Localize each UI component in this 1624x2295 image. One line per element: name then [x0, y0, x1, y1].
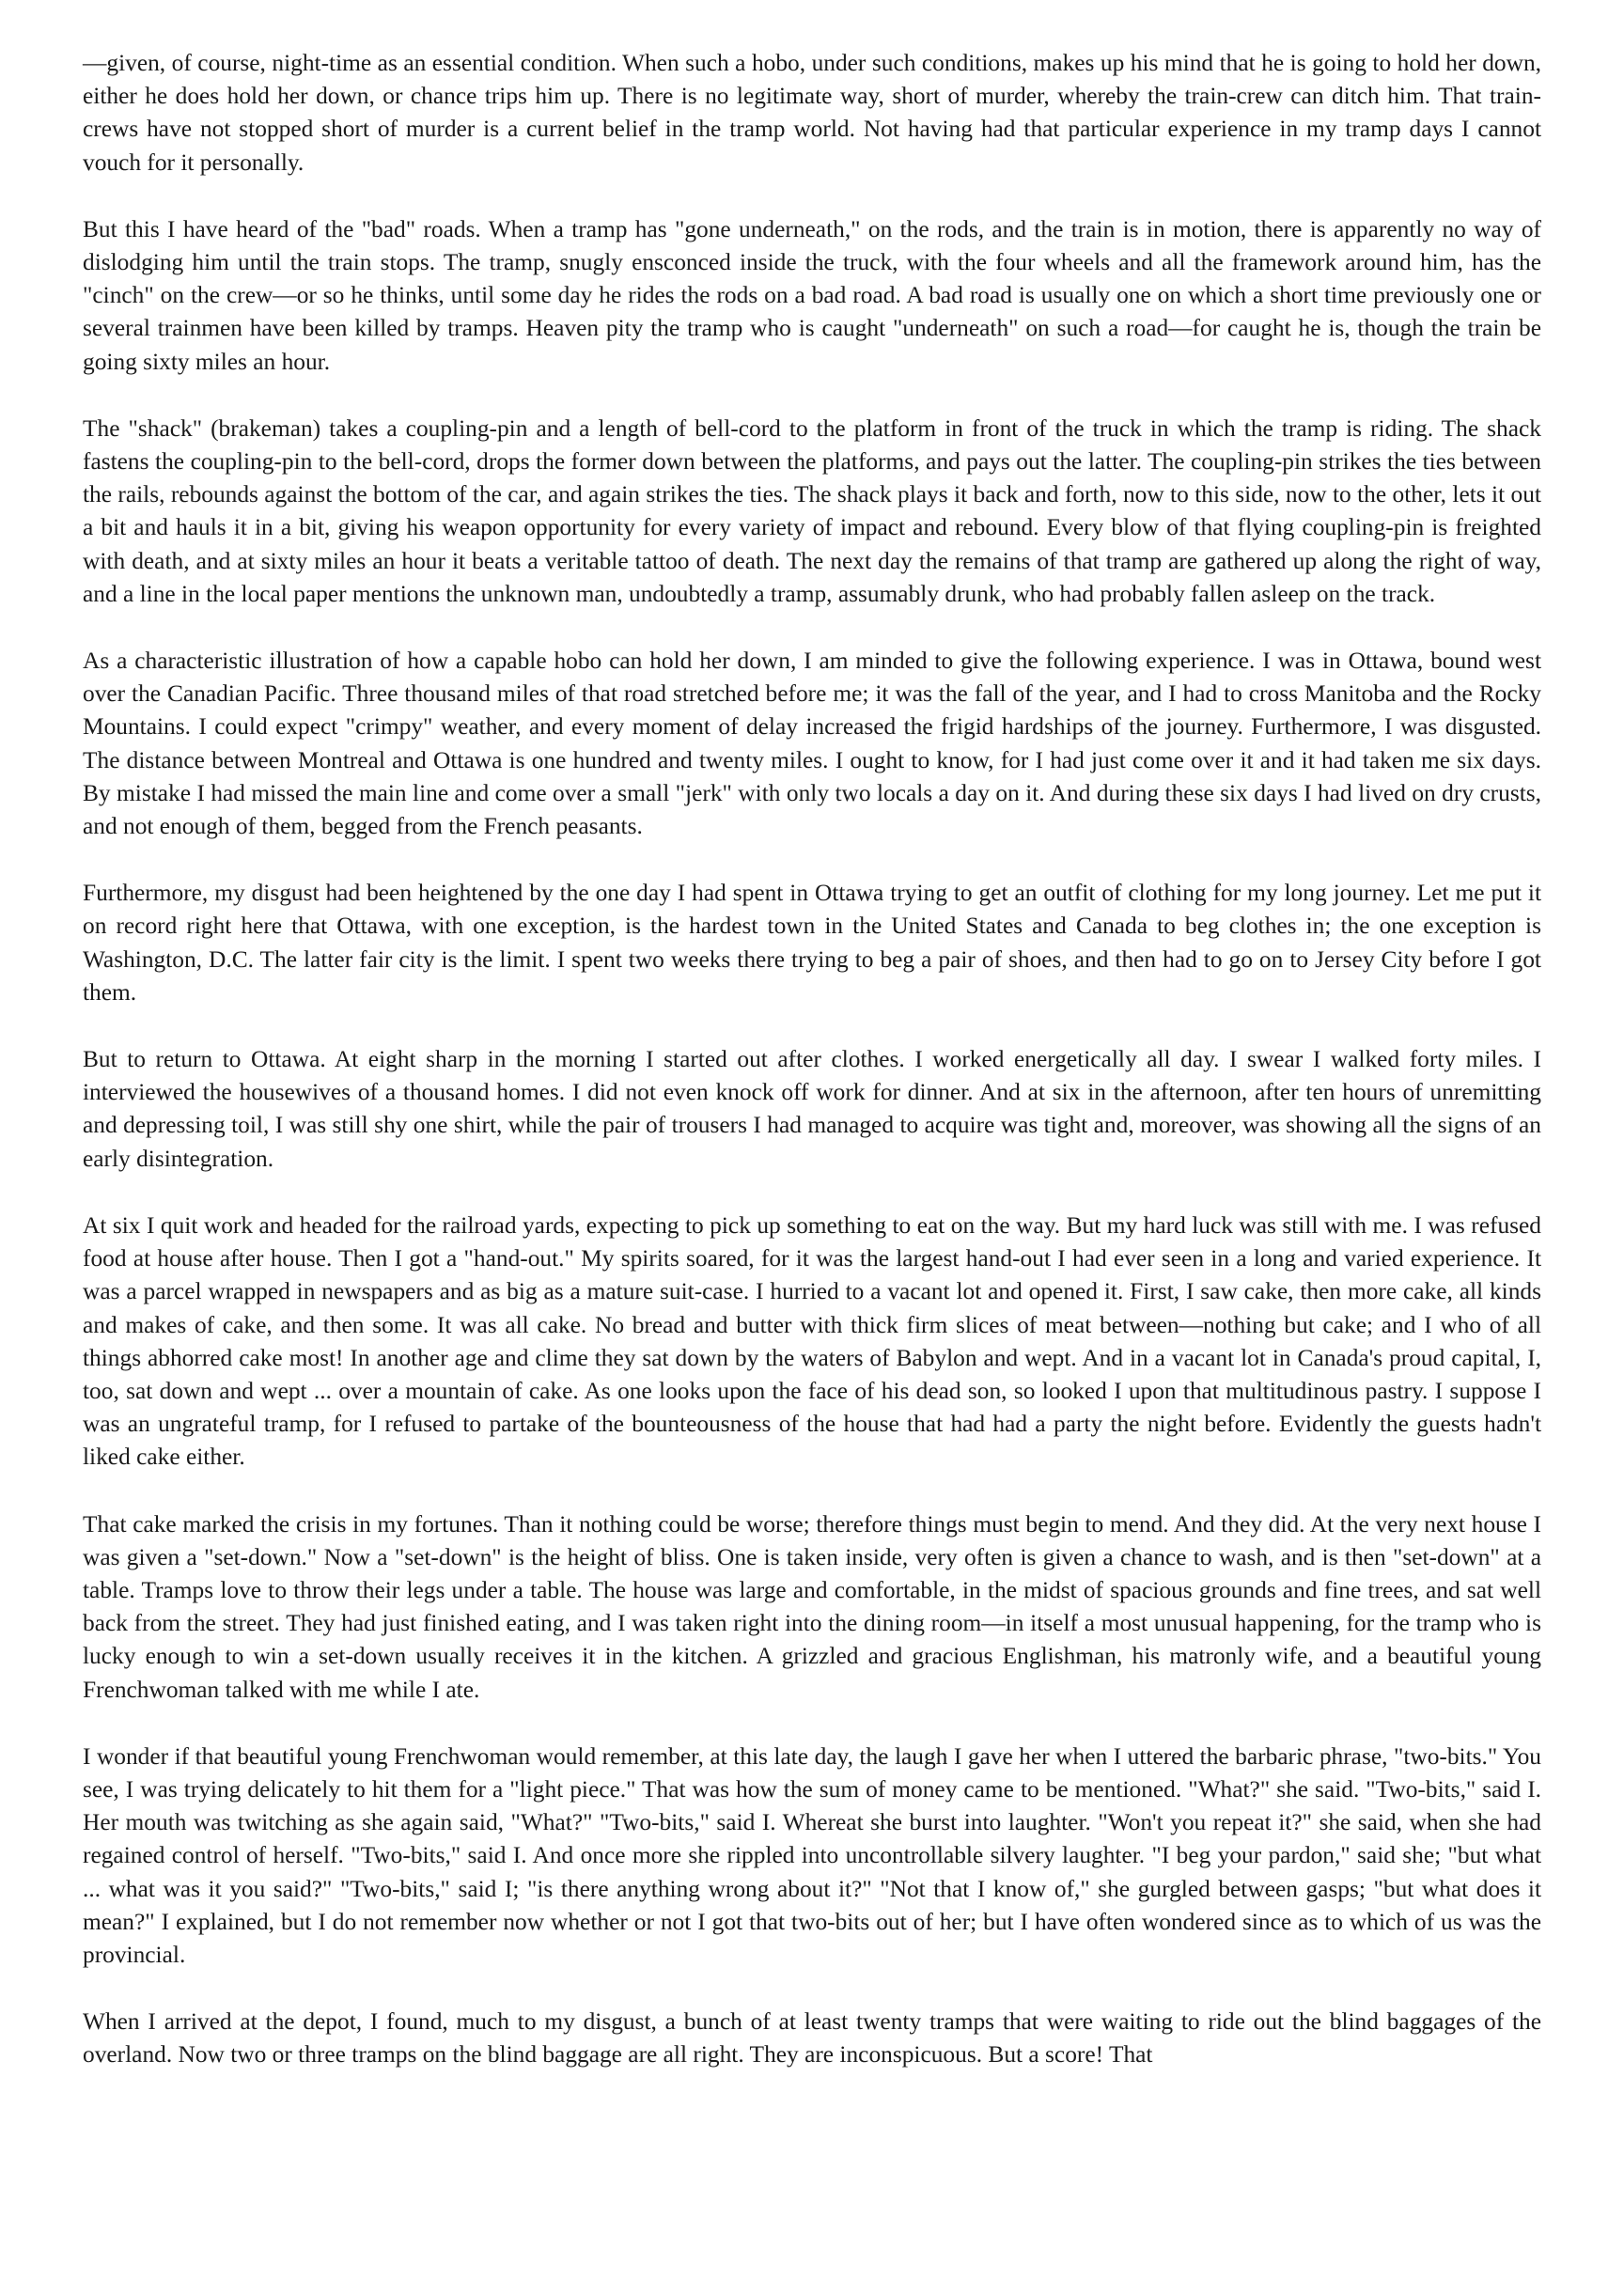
paragraph-2: But this I have heard of the "bad" roads. When a tramp has "gone underneath," on the rods, and the train is in motion, there is apparently no way of dislodging him until the train stops. The tramp, snugly ensconced inside the truck, with the four wheels and all the framework around him, has the "cinch" on the crew—or so he thinks, until some day he rides the rods on a bad road. A bad road is usually one on which a short time previously one or several trainmen have been killed by tramps. Heaven pity the tramp who is caught "underneath" on such a road—for caught he is, though the train be going sixty miles an hour.	[83, 215, 1541, 375]
paragraph-9: I wonder if that beautiful young Frenchwoman would remember, at this late day, the laugh I gave her when I uttered the barbaric phrase, "two-bits." You see, I was trying delicately to hit them for a "light piece." That was how the sum of money came to be mentioned. "What?" she said. "Two-bits," said I. Her mouth was twitching as she again said, "What?" "Two-bits," said I. Whereat she burst into laughter. "Won't you repeat it?" she said, when she had regained control of herself. "Two-bits," said I. And once more she rippled into uncontrollable silvery laughter. "I beg your pardon," said she; "but what ... what was it you said?" "Two-bits," said I; "is there anything wrong about it?" "Not that I know of," she gurgled between gasps; "but what does it mean?" I explained, but I do not remember now whether or not I got that two-bits out of her; but I have often wondered since as to which of us was the provincial.	[83, 1742, 1541, 1968]
paragraph-5: Furthermore, my disgust had been heightened by the one day I had spent in Ottawa trying to get an outfit of clothing for my long journey. Let me put it on record right here that Ottawa, with one exception, is the hardest town in the United States and Canada to beg clothes in; the one exception is Washington, D.C. The latter fair city is the limit. I spent two weeks there trying to beg a pair of shoes, and then had to go on to Jersey City before I got them.	[83, 880, 1541, 1006]
paragraph-8: That cake marked the crisis in my fortunes. Than it nothing could be worse; therefore things must begin to mend. And they did. At the very next house I was given a "set-down." Now a "set-down" is the height of bliss. One is taken inside, very often is given a chance to wash, and is then "set-down" at a table. Tramps love to throw their legs under a table. The house was large and comfortable, in the midst of spacious grounds and fine trees, and sat well back from the street. They had just finished eating, and I was taken right into the dining room—in itself a most unusual happening, for the tramp who is lucky enough to win a set-down usually receives it in the kitchen. A grizzled and gracious Englishman, his matronly wife, and a beautiful young Frenchwoman talked with me while I ate.	[83, 1510, 1541, 1703]
paragraph-3: The "shack" (brakeman) takes a coupling-pin and a length of bell-cord to the platform in front of the truck in which the tramp is riding. The shack fastens the coupling-pin to the bell-cord, drops the former down between the platforms, and pays out the latter. The coupling-pin strikes the ties between the rails, rebounds against the bottom of the car, and again strikes the ties. The shack plays it back and forth, now to this side, now to the other, lets it out a bit and hauls it in a bit, giving his weapon opportunity for every variety of impact and rebound. Every blow of that flying coupling-pin is freighted with death, and at sixty miles an hour it beats a veritable tattoo of death. The next day the remains of that tramp are gathered up along the right of way, and a line in the local paper mentions the unknown man, undoubtedly a tramp, assumably drunk, who had probably fallen asleep on the track.	[83, 414, 1541, 607]
paragraph-7: At six I quit work and headed for the railroad yards, expecting to pick up something to eat on the way. But my hard luck was still with me. I was refused food at house after house. Then I got a "hand-out." My spirits soared, for it was the largest hand-out I had ever seen in a long and varied experience. It was a parcel wrapped in newspapers and as big as a mature suit-case. I hurried to a vacant lot and opened it. First, I saw cake, then more cake, all kinds and makes of cake, and then some. It was all cake. No bread and butter with thick firm slices of meat between—nothing but cake; and I who of all things abhorred cake most! In another age and clime they sat down by the waters of Babylon and wept. And in a vacant lot in Canada's proud capital, I, too, sat down and wept ... over a mountain of cake. As one looks upon the face of his dead son, so looked I upon that multitudinous pastry. I suppose I was an ungrateful tramp, for I refused to partake of the bounteousness of the house that had had a party the night before. Evidently the guests hadn't liked cake either.	[83, 1211, 1541, 1471]
paragraph-10: When I arrived at the depot, I found, much to my disgust, a bunch of at least twenty tramps that were waiting to ride out the blind baggages of the overland. Now two or three tramps on the blind baggage are all right. They are inconspicuous. But a score! That	[83, 2008, 1541, 2069]
paragraph-6: But to return to Ottawa. At eight sharp in the morning I started out after clothes. I worked energetically all day. I swear I walked forty miles. I interviewed the housewives of a thousand homes. I did not even knock off work for dinner. And at six in the afternoon, after ten hours of unremitting and depressing toil, I was still shy one shirt, while the pair of trousers I had managed to acquire was tight and, moreover, was showing all the signs of an early disintegration.	[83, 1046, 1541, 1172]
paragraph-4: As a characteristic illustration of how a capable hobo can hold her down, I am minded to give the following experience. I was in Ottawa, bound west over the Canadian Pacific. Three thousand miles of that road stretched before me; it was the fall of the year, and I had to cross Manitoba and the Rocky Mountains. I could expect "crimpy" weather, and every moment of delay increased the frigid hardships of the journey. Furthermore, I was disgusted. The distance between Montreal and Ottawa is one hundred and twenty miles. I ought to know, for I had just come over it and it had taken me six days. By mistake I had missed the main line and come over a small "jerk" with only two locals a day on it. And during these six days I had lived on dry crusts, and not enough of them, begged from the French peasants.	[83, 648, 1541, 840]
page-text	[83, 47, 1541, 2106]
paragraph-1: —given, of course, night-time as an essential condition. When such a hobo, under such conditions, makes up his mind that he is going to hold her down, either he does hold her down, or chance trips him up. There is no legitimate way, short of murder, whereby the train-crew can ditch him. That train-crews have not stopped short of murder is a current belief in the tramp world. Not having had that particular experience in my tramp days I cannot vouch for it personally.	[83, 50, 1541, 176]
